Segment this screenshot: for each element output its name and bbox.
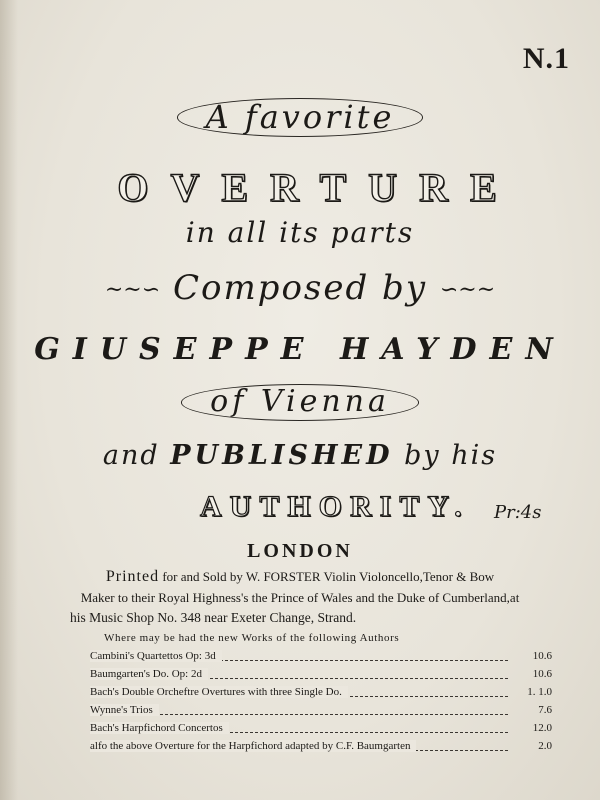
work-price: 12.0: [532, 722, 552, 734]
title-composed-by: [0, 268, 600, 308]
work-price: 7.6: [538, 704, 552, 716]
imprint-line-1-rest: for and Sold by W. FORSTER Violin Violoncello,Tenor & Bow: [162, 569, 495, 584]
title-line-favorite: [0, 98, 600, 137]
price-label: Pr:4s: [494, 502, 542, 523]
flourish-left-icon: ~~∽: [104, 277, 161, 303]
title-composed-text: Composed by: [172, 268, 428, 308]
published-prefix: and: [102, 440, 160, 471]
imprint-line-3: his Music Shop No. 348 near Exeter Change, Strand.: [70, 610, 357, 625]
title-authority: AUTHORITY.: [200, 490, 470, 523]
title-all-parts: in all its parts: [185, 216, 415, 249]
composer-name: GIUSEPPE HAYDEN: [34, 332, 566, 367]
works-header: Where may be had the new Works of the following Authors: [104, 632, 400, 644]
opus-number: N.1: [522, 42, 570, 75]
work-title: Bach's Harpfichord Concertos: [90, 722, 229, 734]
title-published-line: [0, 440, 600, 471]
work-title: Wynne's Trios: [90, 704, 159, 716]
work-title: Bach's Double Orcheftre Overtures with three Single Do.: [90, 686, 348, 698]
title-vienna-text: of Vienna: [181, 384, 419, 421]
work-title: Baumgarten's Do. Op: 2d: [90, 668, 208, 680]
work-price: 10.6: [532, 650, 552, 662]
imprint-city: LONDON: [247, 540, 353, 562]
imprint-line-1-lead: Printed: [105, 568, 160, 585]
work-price: 2.0: [538, 740, 552, 752]
title-favorite-text: A favorite: [177, 98, 424, 137]
published-suffix: by his: [404, 440, 498, 471]
title-overture: OVERTURE: [117, 165, 519, 210]
work-price: 10.6: [532, 668, 552, 680]
published-caps: PUBLISHED: [170, 440, 394, 471]
imprint-line-2: Maker to their Royal Highness's the Prince of Wales and the Duke of Cumberland,at: [80, 590, 520, 605]
work-price: 1. 1.0: [527, 686, 552, 698]
title-line-vienna: [0, 384, 600, 421]
flourish-right-icon: ∽~~: [439, 277, 496, 303]
imprint-line-1: [0, 568, 600, 586]
work-title: alfo the above Overture for the Harpfichord adapted by C.F. Baumgarten: [90, 740, 416, 752]
work-title: Cambini's Quartettos Op: 3d: [90, 650, 222, 662]
